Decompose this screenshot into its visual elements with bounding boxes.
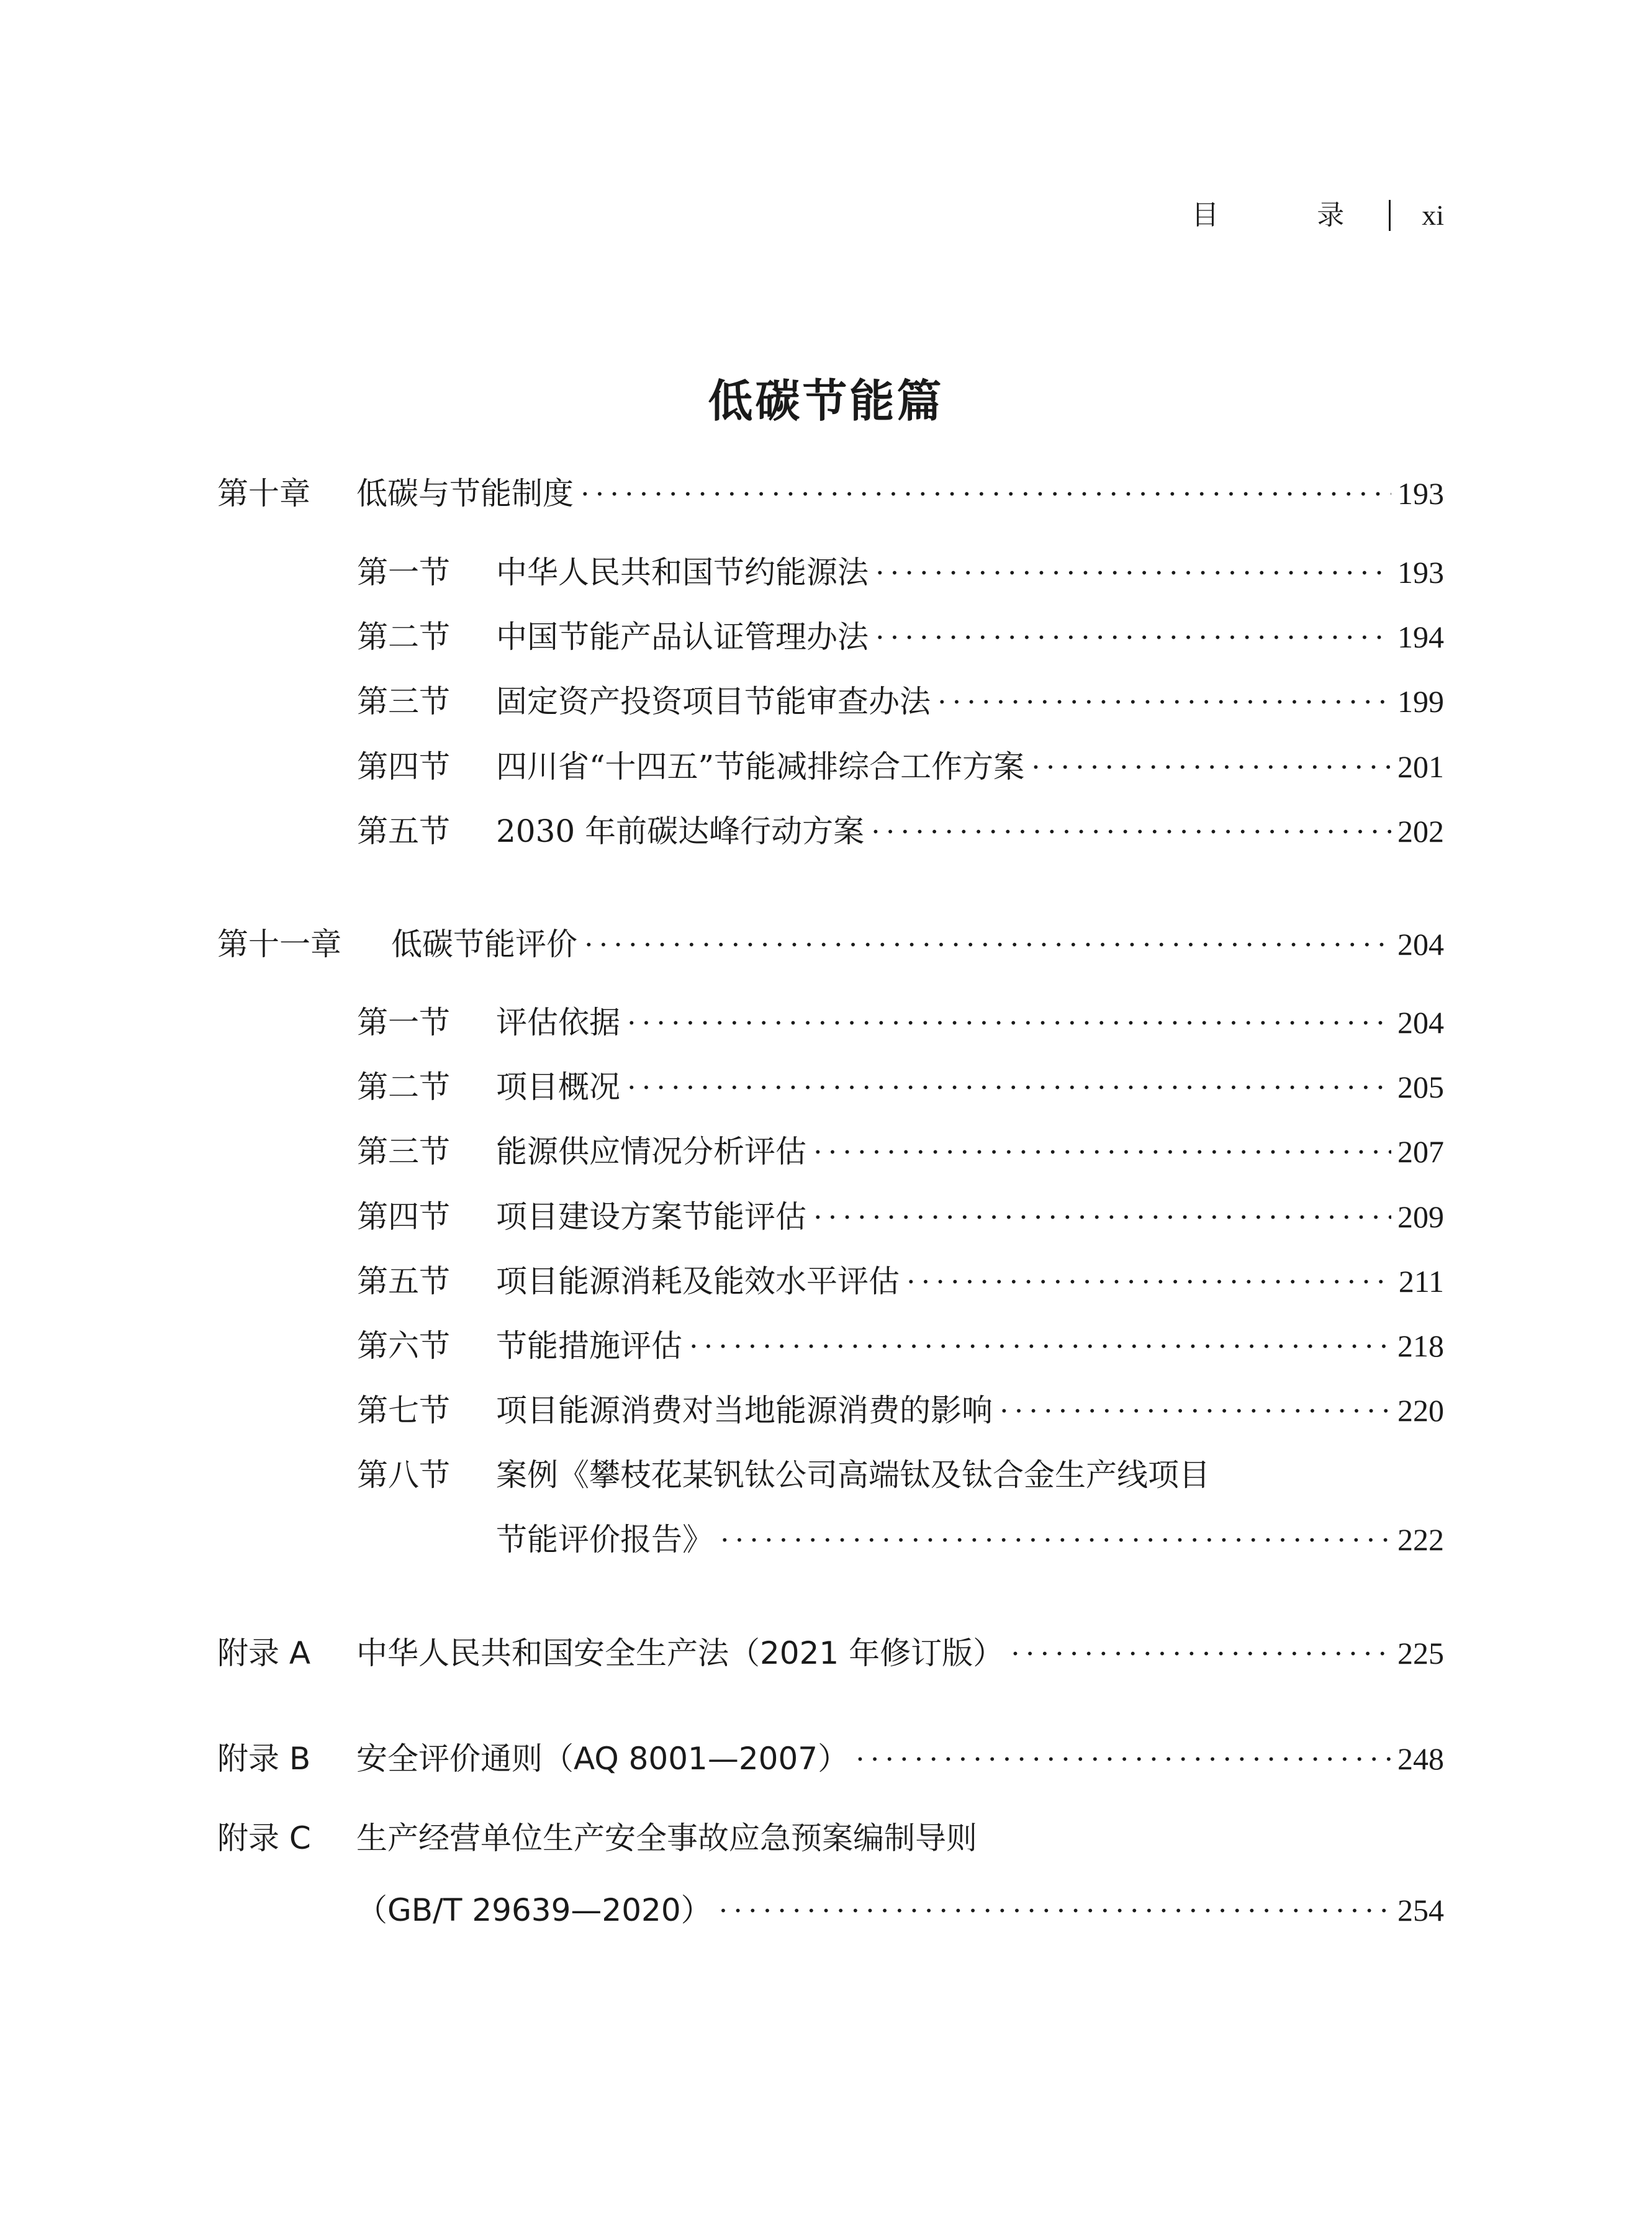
page-number: 254 (1397, 1893, 1444, 1928)
section-title: 项目概况 (496, 1069, 620, 1105)
page-number: 207 (1397, 1134, 1444, 1169)
page-number: 218 (1397, 1329, 1444, 1363)
leader-dots (813, 1201, 1391, 1232)
leader-dots (584, 929, 1391, 960)
appendix-label: 附录 B (217, 1741, 311, 1777)
section-title: 2030 年前碳达峰行动方案 (496, 813, 865, 849)
toc-chapter-10[interactable] (217, 476, 1444, 512)
section-title: 节能措施评估 (496, 1328, 682, 1364)
section-label: 第三节 (357, 683, 450, 720)
leader-dots (999, 1395, 1391, 1426)
page-number: 205 (1397, 1070, 1444, 1104)
appendix-title: 生产经营单位生产安全事故应急预案编制导则 (356, 1820, 977, 1856)
section-title: 项目能源消费对当地能源消费的影响 (496, 1392, 993, 1428)
leader-dots (580, 478, 1391, 509)
section-label: 第六节 (357, 1328, 450, 1364)
page-number: 201 (1397, 749, 1444, 784)
toc-section[interactable] (217, 1199, 1444, 1235)
toc-section[interactable] (217, 813, 1444, 849)
toc-appendix-c[interactable] (217, 1820, 1444, 1856)
page-number: 193 (1397, 476, 1444, 511)
toc-section[interactable] (217, 1004, 1444, 1040)
page-number: 211 (1398, 1264, 1444, 1299)
appendix-title: 中华人民共和国安全生产法（2021 年修订版） (356, 1635, 1004, 1671)
leader-dots (855, 1743, 1391, 1774)
toc-section[interactable] (217, 1263, 1444, 1299)
page-number: 248 (1397, 1741, 1444, 1776)
section-label: 第七节 (357, 1392, 450, 1428)
page-number: 220 (1397, 1393, 1444, 1428)
leader-dots (875, 557, 1391, 588)
page-number: 194 (1397, 620, 1444, 654)
part-title: 低碳节能篇 (708, 375, 944, 427)
toc-section[interactable] (217, 1134, 1444, 1170)
section-label: 第一节 (357, 1004, 450, 1040)
section-title: 四川省“十四五”节能减排综合工作方案 (496, 749, 1025, 785)
toc-section[interactable] (217, 749, 1444, 785)
leader-dots (688, 1330, 1391, 1361)
toc-chapter-11[interactable] (217, 926, 1444, 962)
leader-dots (906, 1266, 1392, 1297)
page-number: 202 (1397, 814, 1444, 849)
toc-section-continued[interactable] (217, 1522, 1444, 1558)
leader-dots (937, 686, 1391, 717)
section-title: 中华人民共和国节约能源法 (496, 554, 869, 590)
section-title: 固定资产投资项目节能审查办法 (496, 683, 931, 720)
leader-dots (813, 1136, 1391, 1167)
section-title: 案例《攀枝花某钒钛公司高端钛及钛合金生产线项目 (496, 1457, 1210, 1493)
section-label: 第四节 (357, 1199, 450, 1235)
section-label: 第八节 (357, 1457, 450, 1493)
leader-dots (626, 1071, 1391, 1103)
running-header (1191, 200, 1444, 231)
appendix-title: 安全评价通则（AQ 8001—2007） (356, 1741, 849, 1777)
header-separator (1389, 200, 1391, 231)
section-label: 第五节 (357, 1263, 450, 1299)
toc-section[interactable] (217, 1392, 1444, 1428)
toc-appendix-a[interactable] (217, 1635, 1444, 1671)
section-label: 第五节 (357, 813, 450, 849)
header-page-number: xi (1422, 199, 1444, 231)
leader-dots (875, 621, 1391, 652)
appendix-title-continued: （GB/T 29639—2020） (356, 1892, 712, 1928)
section-label: 第四节 (357, 749, 450, 785)
toc-section[interactable] (217, 619, 1444, 655)
toc-section[interactable] (217, 683, 1444, 720)
chapter-title: 低碳与节能制度 (356, 476, 574, 512)
leader-dots (720, 1524, 1391, 1555)
toc-section[interactable] (217, 1071, 1444, 1103)
appendix-label: 附录 A (217, 1635, 311, 1671)
appendix-label: 附录 C (217, 1820, 311, 1856)
leader-dots (870, 816, 1391, 847)
section-title: 项目能源消耗及能效水平评估 (496, 1263, 900, 1299)
page-number: 204 (1397, 1005, 1444, 1040)
section-label: 第一节 (357, 554, 450, 590)
toc-section[interactable] (217, 1328, 1444, 1364)
section-label: 第三节 (357, 1134, 450, 1170)
page-number: 225 (1397, 1636, 1444, 1671)
toc-section[interactable] (217, 554, 1444, 590)
leader-dots (1010, 1638, 1391, 1669)
page-number: 193 (1397, 555, 1444, 590)
chapter-title: 低碳节能评价 (391, 926, 577, 962)
section-title: 项目建设方案节能评估 (496, 1199, 806, 1235)
page-number: 209 (1397, 1199, 1444, 1234)
chapter-label: 第十一章 (217, 926, 341, 962)
section-title: 评估依据 (496, 1004, 620, 1040)
leader-dots (718, 1895, 1391, 1926)
header-title: 目 录 (1191, 199, 1389, 231)
toc-section[interactable] (217, 1459, 1444, 1491)
chapter-label: 第十章 (217, 476, 310, 512)
section-title-continued: 节能评价报告》 (496, 1522, 713, 1558)
page-number: 222 (1397, 1522, 1444, 1557)
toc-appendix-b[interactable] (217, 1741, 1444, 1777)
leader-dots (1031, 751, 1391, 782)
toc-appendix-c-continued[interactable] (217, 1892, 1444, 1928)
page-number: 204 (1397, 927, 1444, 962)
page-number: 199 (1397, 684, 1444, 719)
section-title: 能源供应情况分析评估 (496, 1134, 806, 1170)
section-label: 第二节 (357, 619, 450, 655)
section-label: 第二节 (357, 1069, 450, 1105)
section-title: 中国节能产品认证管理办法 (496, 619, 869, 655)
leader-dots (626, 1007, 1391, 1038)
